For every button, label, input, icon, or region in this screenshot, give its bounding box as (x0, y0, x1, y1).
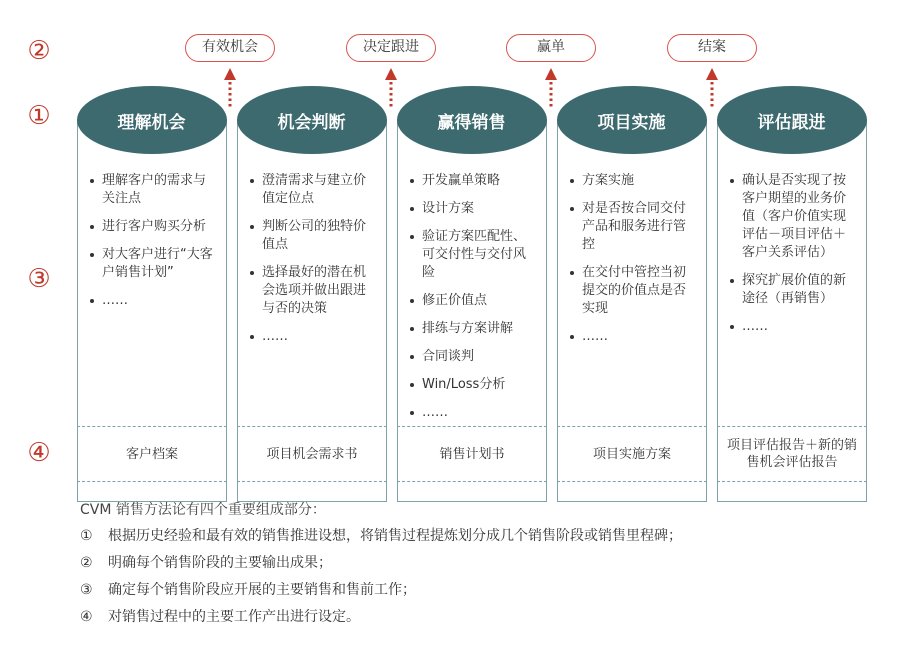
row-number-2: ② (27, 36, 51, 66)
up-arrow-icon (384, 68, 398, 108)
task-item: 在交付中管控当初提交的价值点是否实现 (568, 264, 696, 318)
task-item: 方案实施 (568, 172, 696, 190)
task-item: …… (248, 328, 376, 346)
note-item (80, 607, 880, 627)
task-item: 验证方案匹配性、可交付性与交付风险 (408, 228, 536, 282)
task-item: 开发赢单策略 (408, 172, 536, 190)
task-item: 探究扩展价值的新途径（再销售） (728, 272, 856, 308)
task-list (408, 172, 536, 432)
output-sales-plan: 销售计划书 (397, 426, 547, 482)
note-number: ② (80, 555, 93, 571)
task-item: …… (408, 404, 536, 422)
note-number: ④ (80, 609, 93, 625)
up-arrow-icon (544, 68, 558, 108)
task-item: 判断公司的独特价值点 (248, 218, 376, 254)
output-implementation-plan: 项目实施方案 (557, 426, 707, 482)
milestone-decide-follow-up: 决定跟进 (346, 34, 436, 62)
task-item: 合同谈判 (408, 348, 536, 366)
task-item: 排练与方案讲解 (408, 320, 536, 338)
up-arrow-icon (223, 68, 237, 108)
stage-header: 理解机会 (77, 86, 227, 154)
note-number: ① (80, 528, 93, 544)
note-item (80, 580, 880, 600)
note-text: 对销售过程中的主要工作产出进行设定。 (108, 609, 360, 625)
task-item: 澄清需求与建立价值定位点 (248, 172, 376, 208)
output-evaluation-report: 项目评估报告＋新的销售机会评估报告 (717, 426, 867, 482)
output-customer-profile: 客户档案 (77, 426, 227, 482)
row-number-1: ① (27, 101, 51, 131)
task-item: 对是否按合同交付产品和服务进行管控 (568, 200, 696, 254)
task-item: 对大客户进行“大客户销售计划” (88, 246, 216, 282)
task-list (248, 172, 376, 356)
task-item: 进行客户购买分析 (88, 218, 216, 236)
notes-intro: CVM 销售方法论有四个重要组成部分： (80, 502, 326, 518)
task-item: 选择最好的潜在机会选项并做出跟进与否的决策 (248, 264, 376, 318)
stage-header: 项目实施 (557, 86, 707, 154)
milestone-effective-opportunity: 有效机会 (185, 34, 275, 62)
task-item: Win/Loss分析 (408, 376, 536, 394)
output-opportunity-requirements: 项目机会需求书 (237, 426, 387, 482)
note-number: ③ (80, 582, 93, 598)
task-item: 确认是否实现了按客户期望的业务价值（客户价值实现评估－项目评估＋客户关系评估） (728, 172, 856, 262)
note-item (80, 553, 880, 573)
task-item: 理解客户的需求与关注点 (88, 172, 216, 208)
stage-header: 赢得销售 (397, 86, 547, 154)
task-list (728, 172, 856, 346)
row-number-3: ③ (27, 264, 51, 294)
milestone-win: 赢单 (506, 34, 596, 62)
stage-header: 机会判断 (237, 86, 387, 154)
task-list (88, 172, 216, 320)
task-item: …… (728, 318, 856, 336)
stage-header: 评估跟进 (717, 86, 867, 154)
note-text: 明确每个销售阶段的主要输出成果； (108, 555, 332, 571)
note-text: 确定每个销售阶段应开展的主要销售和售前工作； (108, 582, 416, 598)
note-text: 根据历史经验和最有效的销售推进设想，将销售过程提炼划分成几个销售阶段或销售里程碑； (108, 528, 682, 544)
note-item (80, 526, 880, 546)
up-arrow-icon (705, 68, 719, 108)
milestone-close: 结案 (667, 34, 757, 62)
task-item: …… (568, 328, 696, 346)
row-number-4: ④ (27, 438, 51, 468)
task-list (568, 172, 696, 356)
notes-section (80, 500, 880, 634)
task-item: …… (88, 292, 216, 310)
task-item: 设计方案 (408, 200, 536, 218)
task-item: 修正价值点 (408, 292, 536, 310)
